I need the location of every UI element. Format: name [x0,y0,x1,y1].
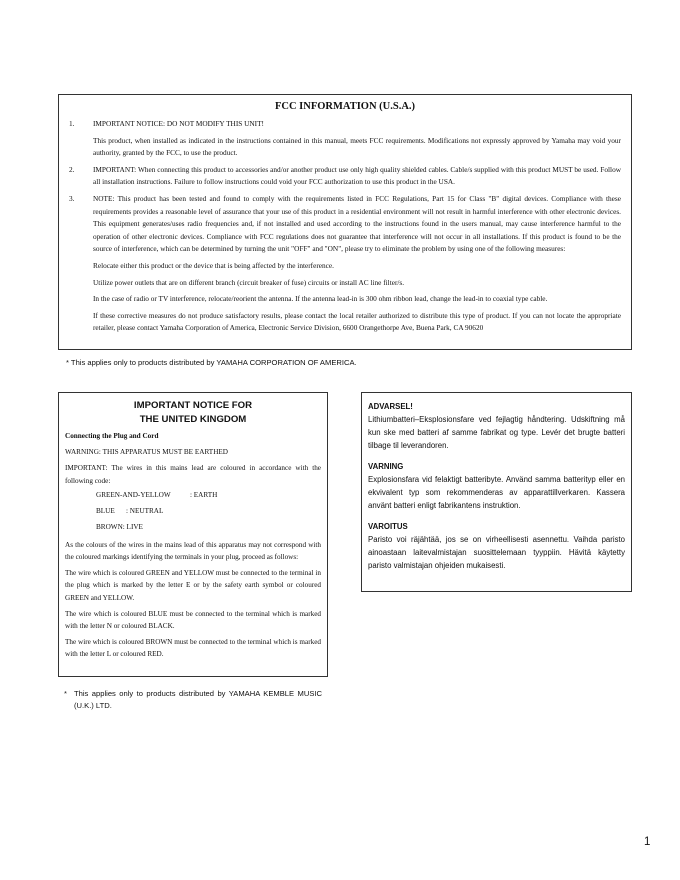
fcc-measure-outlets: Utilize power outlets that are on different branch (circuit breaker of fuse) circuits or install AC line filter/s. [93,277,405,287]
wire-name: GREEN-AND-YELLOW [96,490,171,499]
wire-code: : LIVE [122,522,143,531]
fcc-item-1-text: This product, when installed as indicated in the instructions contained in this manual, meets FCC requirements. Modifications not expressly approved by Yamaha may void your authority, granted by the FCC, to use the product. [93,135,621,158]
fcc-item-number: 3. [69,193,75,203]
fcc-measure-relocate: Relocate either this product or the device that is being affected by the interference. [93,260,334,270]
uk-para-blue: The wire which is coloured BLUE must be connected to the terminal which is marked with the letter N or coloured BLACK. [65,609,321,631]
footnote-asterisk: * [64,689,67,698]
uk-footnote-text: This applies only to products distributed by YAMAHA KEMBLE MUSIC (U.K.) LTD. [74,689,322,710]
uk-para-green-yellow: The wire which is coloured GREEN and YELLOW must be connected to the terminal in the plug which is marked by the letter E or by the safety earth symbol or coloured GREEN and YELLOW. [65,569,321,602]
wire-code: : EARTH [190,490,218,499]
fcc-item-2 [69,164,621,189]
uk-footnote [64,688,322,712]
uk-para-brown: The wire which is coloured BROWN must be connected to the terminal which is marked with the letter L or coloured RED. [65,638,321,659]
uk-notice-box [58,392,328,677]
page-number: 1 [644,836,651,848]
fcc-item-number: 2. [69,164,75,174]
fcc-contact-retailer: If these corrective measures do not produce satisfactory results, please contact the local retailer authorized to distribute this type of product. If you can not locate the appropriate retailer, please contact Yamaha Corporation of America, Electronic Service Division, 6600 Orangethorpe Ave, Buena Park, CA 90620 [93,310,621,333]
wire-name: BLUE [96,506,115,515]
warning-heading-swedish: VARNING [368,462,404,471]
uk-title-line-1: IMPORTANT NOTICE FOR [133,400,253,411]
uk-warning: WARNING: THIS APPARATUS MUST BE EARTHED [65,448,228,457]
warning-text-swedish: Explosionsfara vid felaktigt batteribyte. Använd samma batterityp eller en ekvivalent typ som rekommenderas av apparattillverkaren. Kassera använt batteri enligt fabrikantens instruktion. [368,475,625,510]
fcc-item-3-note: NOTE: This product has been tested and found to comply with the requirements listed in FCC Regulations, Part 15 for Class "B" digital devices. Compliance with these requirements provides a reasonable level of assurance that your use of this product in a residential environment will not result in harmful interference with other electronic devices. This equipment generates/uses radio frequencies and, if not installed and used according to the instructions found in the users manual, may cause interference harmful to the operation of other electronic devices. Compliance with FCC regulations does not guarantee that interference will not occur in all installations. If this product is found to be the source of interference, which can be determined by turning the unit "OFF" and "ON", please try to eliminate the problem by using one of the following measures: [93,193,621,254]
uk-heading: Connecting the Plug and Cord [65,432,159,440]
wire-code-row [65,503,321,519]
wire-name: BROWN [96,522,123,531]
warning-heading-danish: ADVARSEL! [368,402,413,411]
uk-notice-title [65,399,321,426]
uk-title-line-2: THE UNITED KINGDOM [139,413,247,425]
fcc-measure-antenna: In the case of radio or TV interference, relocate/reorient the antenna. If the antenna lead-in is 300 ohm ribbon lead, change the lead-in to coaxial type cable. [93,294,548,304]
wire-code-row [65,487,321,503]
battery-warning-box [361,392,632,592]
fcc-information-box [58,94,632,350]
uk-para-colours: As the colours of the wires in the mains lead of this apparatus may not correspond with the coloured markings identifying the terminals in your plug, proceed as follows: [65,540,321,562]
fcc-item-1-heading: IMPORTANT NOTICE: DO NOT MODIFY THIS UNIT! [93,119,264,128]
fcc-footnote: * This applies only to products distributed by YAMAHA CORPORATION OF AMERICA. [66,358,357,367]
warning-heading-finnish: VAROITUS [368,522,408,531]
fcc-item-1 [69,118,621,160]
fcc-item-2-text: IMPORTANT: When connecting this product to accessories and/or another product use only high quality shielded cables. Cable/s supplied with this product MUST be used. Follow all installation instructions. Failure to follow instructions could void your FCC authorization to use this product in the USA. [93,164,621,187]
uk-important: IMPORTANT: The wires in this mains lead are coloured in accordance with the following code: [65,464,321,485]
warning-text-finnish: Paristo voi räjähtää, jos se on virheellisesti asennettu. Vaihda paristo ainoastaan laitevalmistajan suosittelemaan tyyppiin. Hävitä käytetty paristo valmistajan ohjeiden mukaisesti. [368,535,625,570]
warning-text-danish: Lithiumbatteri–Eksplosionsfare ved fejlagtig håndtering. Udskiftning må kun ske med batteri af samme fabrikat og type. Levér det brugte batteri tilbage til leverandoren. [368,415,625,450]
fcc-item-3 [69,193,621,335]
wire-code: : NEUTRAL [126,506,164,515]
fcc-item-number: 1. [69,119,75,128]
fcc-title: FCC INFORMATION (U.S.A.) [274,101,416,112]
wire-code-row [65,519,321,535]
